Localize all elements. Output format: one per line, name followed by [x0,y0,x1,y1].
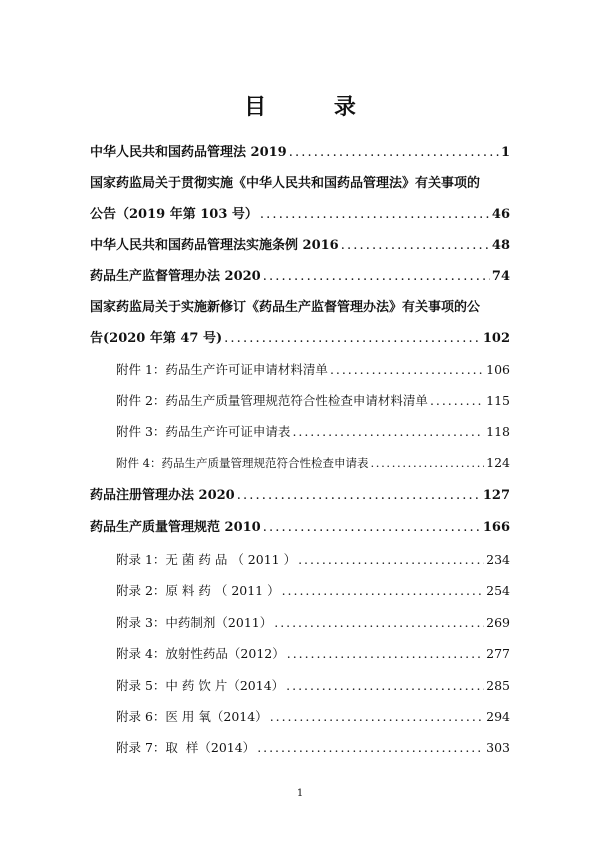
toc-leader [274,613,484,633]
toc-entry[interactable] [116,644,510,664]
toc-entry-title: 药品生产监督管理办法 2020 [90,269,261,284]
toc-leader [430,391,484,411]
toc-entry-title: 附件 2：药品生产质量管理规范符合性检查申请材料清单 [116,393,428,408]
toc-entry-page: 166 [482,520,510,535]
toc-entry[interactable] [116,391,510,411]
toc-leader [282,581,485,601]
toc-leader [257,738,484,758]
toc-entry[interactable] [116,613,510,633]
toc-entry-page: 102 [482,331,510,346]
toc-leader [289,143,499,163]
toc-entry-page: 124 [486,455,510,470]
toc-leader [330,360,484,380]
page-number: 1 [296,788,304,799]
toc-entry[interactable] [90,298,510,318]
toc-leader [341,236,490,256]
toc-entry-page: 269 [486,615,510,630]
toc-entry-page: 115 [486,393,510,408]
toc-entry[interactable] [116,676,510,696]
toc-entry-page: 74 [491,269,510,284]
toc-leader [224,329,481,349]
toc-leader [263,267,490,287]
toc-leader [370,453,484,473]
toc-entry-page: 294 [486,709,510,724]
toc-entry-page: 48 [491,238,510,253]
toc-entry[interactable] [116,422,510,442]
page-title: 目 录 [244,94,386,120]
toc-entry[interactable] [90,486,510,506]
toc-entry[interactable] [116,738,510,758]
toc-entry-title: 中华人民共和国药品管理法实施条例 2016 [90,238,339,253]
toc-entry-title: 附件 3：药品生产许可证申请表 [116,424,291,439]
toc-entry-title: 国家药监局关于实施新修订《药品生产监督管理办法》有关事项的公 [90,300,481,315]
toc-leader [263,518,481,538]
toc-entry-title: 药品注册管理办法 2020 [90,488,235,503]
toc-entry[interactable] [90,143,510,163]
toc-leader [260,205,490,225]
toc-entry-page: 254 [486,583,510,598]
toc-entry[interactable] [116,360,510,380]
toc-leader [286,676,484,696]
toc-entry-title: 告(2020 年第 47 号) [90,331,223,346]
toc-entry[interactable] [116,550,510,570]
toc-entry-page: 234 [486,552,510,567]
toc-leader [270,707,484,727]
toc-entry-page: 118 [486,424,510,439]
toc-entry-title: 附录 4：放射性药品（2012） [116,646,285,661]
toc-entry[interactable] [90,329,510,349]
toc-leader [298,550,484,570]
toc-entry-page: 127 [482,488,510,503]
toc-entry[interactable] [116,707,510,727]
toc-entry-title: 附件 1：药品生产许可证申请材料清单 [116,362,328,377]
toc-entry-title: 国家药监局关于贯彻实施《中华人民共和国药品管理法》有关事项的 [90,176,481,191]
toc-leader [237,486,481,506]
toc-entry-page: 277 [486,646,510,661]
toc-entry-title: 附录 2：原 料 药 （ 2011 ） [116,583,280,598]
toc-entry[interactable] [90,236,510,256]
toc-entry-page: 1 [500,145,510,160]
toc-entry[interactable] [90,267,510,287]
toc-entry[interactable] [116,453,510,473]
toc-entry-page: 46 [491,207,510,222]
toc-entry-title: 中华人民共和国药品管理法 2019 [90,145,287,160]
toc-entry[interactable] [90,205,510,225]
toc-entry[interactable] [116,581,510,601]
toc-entry[interactable] [90,174,510,194]
toc-entry-page: 106 [486,362,510,377]
toc-entry-title: 附录 7：取 样（2014） [116,740,256,755]
toc-entry-title: 附录 5：中 药 饮 片（2014） [116,678,285,693]
toc-entry-title: 附录 3：中药制剂（2011） [116,615,273,630]
toc-entry-title: 附录 1：无 菌 药 品 （ 2011 ） [116,552,297,567]
toc-entry-page: 303 [486,740,510,755]
toc-entry-title: 公告（2019 年第 103 号） [90,207,258,222]
toc-leader [287,644,484,664]
toc-entry-title: 附录 6：医 用 氧（2014） [116,709,268,724]
toc-entry-page: 285 [486,678,510,693]
toc-leader [292,422,484,442]
toc-entry-title: 药品生产质量管理规范 2010 [90,520,261,535]
toc-entry[interactable] [90,518,510,538]
toc-entry-title: 附件 4：药品生产质量管理规范符合性检查申请表 [116,456,369,470]
